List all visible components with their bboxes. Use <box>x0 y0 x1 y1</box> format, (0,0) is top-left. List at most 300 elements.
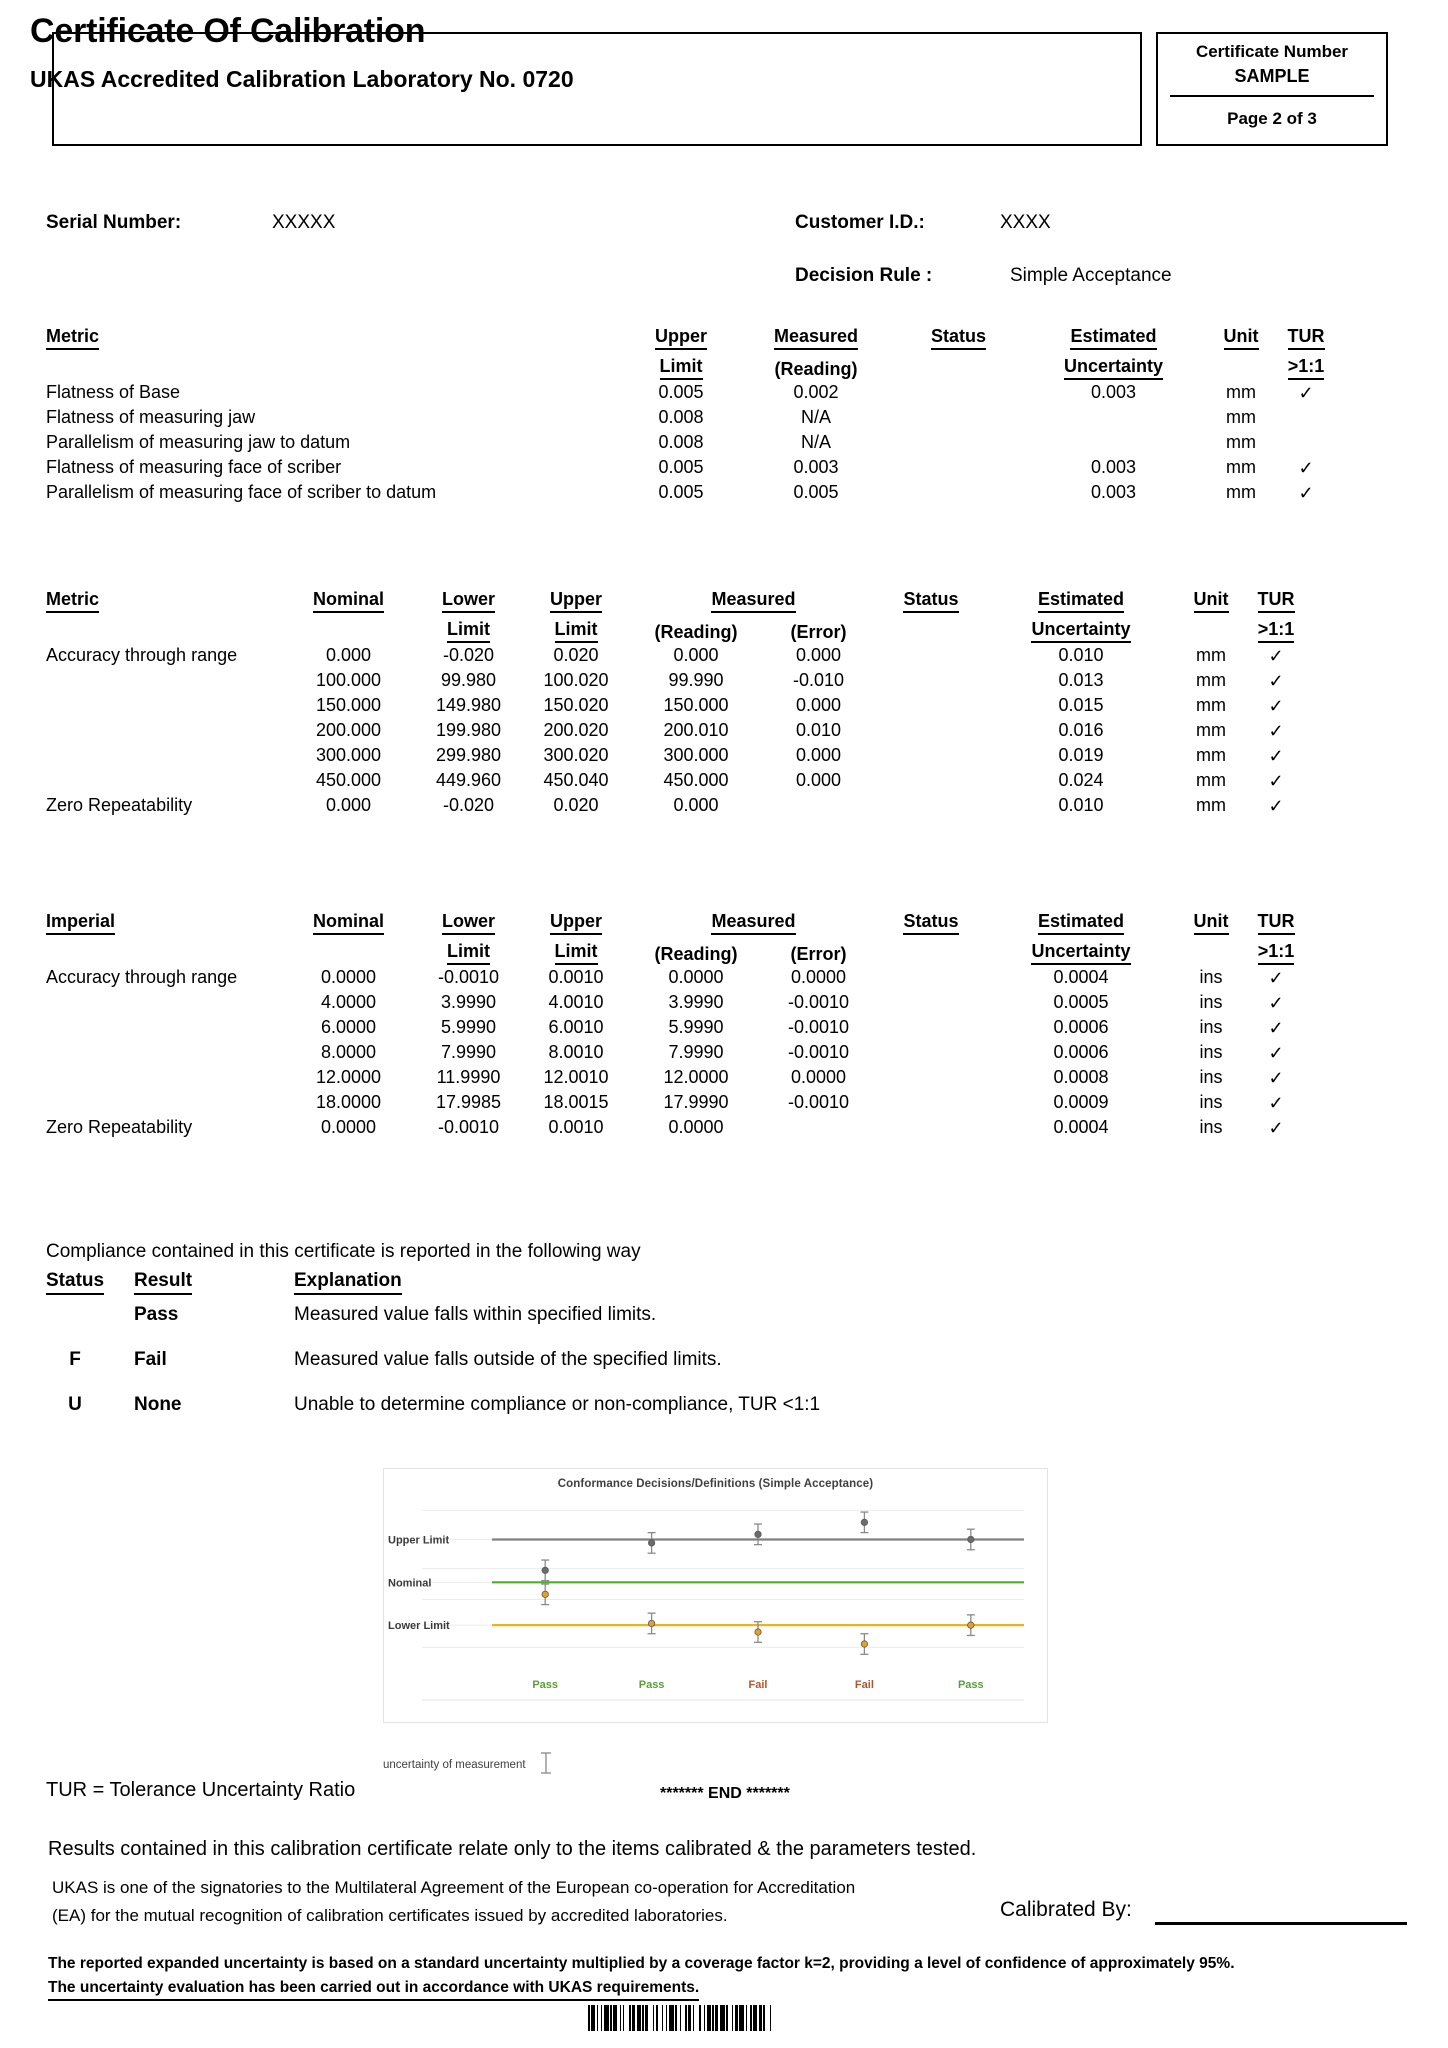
reading-cell: 150.000 <box>663 695 729 715</box>
th-tur: TUR <box>1276 320 1336 350</box>
explanation-text: Unable to determine compliance or non-compliance, TUR <1:1 <box>294 1394 821 1415</box>
th-lower: Lower <box>416 583 521 613</box>
th-lower-limit: Limit <box>416 613 521 643</box>
reading-cell: 3.9990 <box>668 992 724 1012</box>
lower-limit-cell: -0.020 <box>442 795 495 815</box>
nominal-cell: 12.0000 <box>315 1067 382 1087</box>
chart-datapoint <box>541 1584 549 1605</box>
status-cell <box>876 1015 986 1040</box>
certificate-number-value: SAMPLE <box>1234 66 1310 86</box>
tur-cell: ✓ <box>1268 1092 1284 1113</box>
th-upper: Upper <box>521 905 631 935</box>
tur-cell: ✓ <box>1268 670 1284 691</box>
chart-axis-label: Lower Limit <box>388 1620 450 1633</box>
calibrated-by-label: Calibrated By: <box>1000 1898 1132 1921</box>
error-cell: 0.000 <box>795 645 842 665</box>
status-cell <box>876 768 986 793</box>
upper-limit-cell: 0.0010 <box>548 967 604 987</box>
tur-cell: ✓ <box>1298 482 1314 503</box>
lower-limit-cell: 199.980 <box>435 720 502 740</box>
chart-datapoint <box>967 1529 975 1550</box>
th-metric: Metric <box>46 583 281 613</box>
upper-limit-cell: 450.040 <box>543 770 609 790</box>
th-status: Status <box>876 905 986 935</box>
table-row <box>46 718 1306 743</box>
uncertainty-cell <box>1021 430 1206 455</box>
barcode <box>588 2005 773 2031</box>
unit-cell: mm <box>1196 770 1226 790</box>
reading-cell: 5.9990 <box>668 1017 724 1037</box>
table-row <box>46 480 1336 505</box>
conformance-chart <box>383 1468 1048 1723</box>
upper-limit-cell: 0.0010 <box>548 1117 604 1137</box>
serial-number-value: XXXXX <box>272 212 336 233</box>
upper-limit-cell: 0.020 <box>553 795 599 815</box>
upper-limit-cell: 0.005 <box>658 482 704 502</box>
tur-cell: ✓ <box>1268 770 1284 791</box>
page-subtitle: UKAS Accredited Calibration Laboratory No. 0720 <box>30 66 574 92</box>
nominal-cell: 0.0000 <box>320 1117 377 1137</box>
table-metric-simple <box>46 320 1336 505</box>
lower-limit-cell: 5.9990 <box>440 1017 497 1037</box>
metric-cell: Accuracy through range <box>46 967 238 987</box>
customer-id-value: XXXX <box>1000 212 1051 233</box>
th-upper: Upper <box>521 583 631 613</box>
th-explanation: Explanation <box>294 1270 994 1304</box>
error-cell <box>761 1115 876 1140</box>
lower-limit-cell: 99.980 <box>440 670 497 690</box>
th-nominal: Nominal <box>281 905 416 935</box>
explanation-text: Measured value falls within specified limits. <box>294 1304 657 1325</box>
calibrated-by-signature-line[interactable] <box>1155 1922 1407 1925</box>
th-error: (Error) <box>790 944 847 964</box>
reading-cell: 0.0000 <box>668 1117 724 1137</box>
th-uncertainty: Estimated <box>986 905 1176 935</box>
status-cell <box>896 455 1021 480</box>
table-row <box>46 1015 1306 1040</box>
nominal-cell: 0.000 <box>325 645 372 665</box>
table-metric-range <box>46 583 1306 818</box>
metric-cell <box>46 1065 281 1090</box>
status-cell <box>876 1090 986 1115</box>
reading-cell: 450.000 <box>663 770 729 790</box>
table-imperial <box>46 905 1306 1140</box>
th-unit: Unit <box>1176 583 1246 613</box>
table-row <box>46 743 1306 768</box>
chart-category-label: Pass <box>532 1679 559 1691</box>
th-measured-reading: (Reading) <box>774 359 858 379</box>
uncertainty-cell: 0.015 <box>1058 695 1104 715</box>
nominal-cell: 150.000 <box>315 695 382 715</box>
status-cell <box>876 1065 986 1090</box>
error-cell: 0.000 <box>795 695 842 715</box>
metric-cell <box>46 718 281 743</box>
chart-canvas <box>384 1490 1047 1705</box>
tur-cell: ✓ <box>1268 967 1284 988</box>
chart-category-label: Pass <box>957 1679 984 1691</box>
page-indicator: Page 2 of 3 <box>1227 109 1317 128</box>
tur-cell: ✓ <box>1298 382 1314 403</box>
table-row <box>46 1115 1306 1140</box>
upper-limit-cell: 6.0010 <box>548 1017 604 1037</box>
unit-cell: mm <box>1226 432 1256 452</box>
status-cell <box>876 1115 986 1140</box>
table-row <box>46 668 1306 693</box>
uncertainty-cell <box>1021 405 1206 430</box>
reading-cell: 0.005 <box>793 482 839 502</box>
metric-cell <box>46 743 281 768</box>
th-reading: (Reading) <box>654 622 738 642</box>
reading-cell: 0.002 <box>793 382 839 402</box>
uncertainty-cell: 0.0009 <box>1053 1092 1109 1112</box>
metric-cell: Flatness of measuring jaw <box>46 407 256 427</box>
metric-cell <box>46 1040 281 1065</box>
tur-cell: ✓ <box>1268 695 1284 716</box>
lower-limit-cell: -0.0010 <box>437 1117 500 1137</box>
upper-limit-cell: 100.020 <box>543 670 609 690</box>
unit-cell: ins <box>1199 1067 1223 1087</box>
table-row <box>46 1065 1306 1090</box>
th-uncertainty: Estimated <box>1021 320 1206 350</box>
reading-cell: N/A <box>800 432 831 452</box>
list-item <box>46 1304 994 1349</box>
unit-cell: mm <box>1196 645 1226 665</box>
error-cell: 0.0000 <box>790 967 847 987</box>
uncertainty-cell: 0.013 <box>1058 670 1104 690</box>
page-title: Certificate Of Calibration <box>30 12 426 50</box>
metric-cell: Parallelism of measuring jaw to datum <box>46 432 351 452</box>
unit-cell: ins <box>1199 967 1223 987</box>
th-tur-ratio: >1:1 <box>1276 350 1336 380</box>
table-row <box>46 1040 1306 1065</box>
status-cell <box>876 718 986 743</box>
tur-cell: ✓ <box>1268 992 1284 1013</box>
nominal-cell: 18.0000 <box>315 1092 382 1112</box>
status-cell <box>876 990 986 1015</box>
status-cell <box>896 430 1021 455</box>
error-cell: -0.0010 <box>787 1042 850 1062</box>
reading-cell: 200.010 <box>663 720 729 740</box>
nominal-cell: 100.000 <box>315 670 382 690</box>
th-lower: Lower <box>416 905 521 935</box>
status-cell <box>876 965 986 990</box>
chart-datapoint <box>860 1512 868 1533</box>
metric-cell <box>46 768 281 793</box>
uncertainty-cell: 0.003 <box>1090 382 1137 402</box>
reading-cell: 0.0000 <box>668 967 724 987</box>
tur-cell: ✓ <box>1298 457 1314 478</box>
table-row <box>46 693 1306 718</box>
chart-caption-text: uncertainty of measurement <box>383 1759 526 1771</box>
th-imperial: Imperial <box>46 905 281 935</box>
th-unit: Unit <box>1206 320 1276 350</box>
th-error: (Error) <box>790 622 847 642</box>
nominal-cell: 8.0000 <box>320 1042 377 1062</box>
tur-cell: ✓ <box>1268 745 1284 766</box>
uncertainty-cell: 0.0006 <box>1053 1017 1109 1037</box>
nominal-cell: 4.0000 <box>320 992 377 1012</box>
error-cell: 0.000 <box>795 770 842 790</box>
th-measured: Measured <box>631 905 876 935</box>
compliance-legend-table <box>46 1270 994 1474</box>
th-result: Result <box>134 1270 294 1304</box>
upper-limit-cell: 200.020 <box>543 720 609 740</box>
nominal-cell: 450.000 <box>315 770 382 790</box>
error-cell: 0.010 <box>795 720 842 740</box>
list-item <box>46 1394 994 1474</box>
th-lower-limit: Limit <box>416 935 521 965</box>
th-status: Status <box>46 1270 134 1304</box>
metric-cell <box>46 1015 281 1040</box>
result-label: Pass <box>134 1304 179 1325</box>
th-upper-limit: Limit <box>626 350 736 380</box>
lower-limit-cell: 3.9990 <box>440 992 497 1012</box>
th-tur-ratio: >1:1 <box>1246 935 1306 965</box>
error-cell: 0.0000 <box>790 1067 847 1087</box>
reading-cell: 0.000 <box>673 795 719 815</box>
uncertainty-cell: 0.003 <box>1090 482 1137 502</box>
table-metric-simple-body <box>46 380 1336 505</box>
metric-cell: Accuracy through range <box>46 645 238 665</box>
lower-limit-cell: 299.980 <box>435 745 502 765</box>
end-marker: ******* END ******* <box>660 1785 790 1802</box>
th-upper: Upper <box>626 320 736 350</box>
unit-cell: ins <box>1199 1017 1223 1037</box>
uncertainty-cell: 0.010 <box>1058 795 1104 815</box>
error-cell: -0.0010 <box>787 1017 850 1037</box>
decision-rule-label: Decision Rule : <box>795 265 933 286</box>
result-label: Fail <box>134 1349 167 1370</box>
unit-cell: ins <box>1199 992 1223 1012</box>
lower-limit-cell: 449.960 <box>435 770 502 790</box>
status-cell <box>876 693 986 718</box>
metric-cell <box>46 990 281 1015</box>
metric-cell <box>46 668 281 693</box>
unit-cell: mm <box>1226 482 1256 502</box>
unit-cell: mm <box>1196 795 1226 815</box>
th-status: Status <box>876 583 986 613</box>
chart-category-label: Fail <box>748 1679 768 1691</box>
table-row <box>46 990 1306 1015</box>
status-cell <box>876 1040 986 1065</box>
metric-cell: Zero Repeatability <box>46 1117 193 1137</box>
serial-number-label: Serial Number: <box>46 212 182 233</box>
chart-datapoint <box>754 1524 762 1545</box>
th-status: Status <box>896 320 1021 350</box>
status-cell <box>896 380 1021 405</box>
error-cell: -0.010 <box>792 670 845 690</box>
th-upper-limit: Limit <box>521 613 631 643</box>
uncertainty-note-line1: The reported expanded uncertainty is based on a standard uncertainty multiplied by a coverage factor k=2, providing a level of confidence of approximately 95%. <box>48 1955 1235 1972</box>
upper-limit-cell: 4.0010 <box>548 992 604 1012</box>
upper-limit-cell: 0.008 <box>658 432 704 452</box>
chart-datapoint <box>860 1634 868 1655</box>
th-unit: Unit <box>1176 905 1246 935</box>
th-uncertainty-2: Uncertainty <box>1021 350 1206 380</box>
nominal-cell: 6.0000 <box>320 1017 377 1037</box>
tur-cell: ✓ <box>1268 720 1284 741</box>
th-measured: Measured <box>631 583 876 613</box>
metric-cell <box>46 693 281 718</box>
th-nominal: Nominal <box>281 583 416 613</box>
th-tur: TUR <box>1246 583 1306 613</box>
th-measured: Measured <box>736 320 896 350</box>
th-uncertainty-2: Uncertainty <box>986 613 1176 643</box>
uncertainty-cell: 0.003 <box>1090 457 1137 477</box>
table-row <box>46 380 1336 405</box>
table-row <box>46 793 1306 818</box>
upper-limit-cell: 150.020 <box>543 695 609 715</box>
table-row <box>46 430 1336 455</box>
uncertainty-cell: 0.024 <box>1058 770 1104 790</box>
status-cell <box>876 643 986 668</box>
metric-cell: Zero Repeatability <box>46 795 193 815</box>
th-uncertainty-2: Uncertainty <box>986 935 1176 965</box>
reading-cell: 17.9990 <box>663 1092 729 1112</box>
upper-limit-cell: 8.0010 <box>548 1042 604 1062</box>
upper-limit-cell: 0.008 <box>658 407 704 427</box>
status-cell <box>896 480 1021 505</box>
chart-category-label: Fail <box>854 1679 874 1691</box>
chart-axis-label: Upper Limit <box>388 1534 450 1547</box>
chart-datapoint <box>541 1560 549 1581</box>
unit-cell: mm <box>1226 382 1256 402</box>
decision-rule-value: Simple Acceptance <box>1010 265 1172 286</box>
reading-cell: 99.990 <box>668 670 724 690</box>
upper-limit-cell: 18.0015 <box>543 1092 609 1112</box>
error-cell <box>761 793 876 818</box>
metric-cell <box>46 1090 281 1115</box>
unit-cell: ins <box>1199 1092 1223 1112</box>
upper-limit-cell: 0.005 <box>658 457 704 477</box>
tur-cell: ✓ <box>1268 1067 1284 1088</box>
unit-cell: mm <box>1196 720 1226 740</box>
compliance-intro: Compliance contained in this certificate is reported in the following way <box>46 1241 641 1262</box>
reading-cell: 12.0000 <box>663 1067 729 1087</box>
upper-limit-cell: 0.005 <box>658 382 704 402</box>
compliance-legend-body <box>46 1304 994 1474</box>
uncertainty-note-line2: The uncertainty evaluation has been carried out in accordance with UKAS requirements. <box>48 1979 699 2001</box>
unit-cell: ins <box>1199 1042 1223 1062</box>
lower-limit-cell: 7.9990 <box>440 1042 497 1062</box>
upper-limit-cell: 12.0010 <box>543 1067 609 1087</box>
certificate-number-box <box>1156 32 1388 146</box>
tur-definition: TUR = Tolerance Uncertainty Ratio <box>46 1779 356 1801</box>
table-row <box>46 1090 1306 1115</box>
chart-datapoint <box>648 1533 656 1554</box>
chart-datapoint <box>648 1613 656 1634</box>
status-cell <box>876 668 986 693</box>
upper-limit-cell: 0.020 <box>553 645 599 665</box>
unit-cell: mm <box>1196 670 1226 690</box>
tur-cell: ✓ <box>1268 795 1284 816</box>
status-cell <box>876 743 986 768</box>
certificate-number-label: Certificate Number <box>1195 42 1349 61</box>
metric-cell: Flatness of Base <box>46 382 181 402</box>
reading-cell: N/A <box>800 407 831 427</box>
table-row <box>46 643 1306 668</box>
reading-cell: 0.000 <box>673 645 719 665</box>
upper-limit-cell: 300.020 <box>543 745 609 765</box>
th-tur-ratio: >1:1 <box>1246 613 1306 643</box>
metric-cell: Parallelism of measuring face of scriber to datum <box>46 482 437 502</box>
error-cell: 0.000 <box>795 745 842 765</box>
uncertainty-cell: 0.0005 <box>1053 992 1109 1012</box>
th-reading: (Reading) <box>654 944 738 964</box>
unit-cell: mm <box>1226 457 1256 477</box>
th-uncertainty: Estimated <box>986 583 1176 613</box>
lower-limit-cell: 149.980 <box>435 695 502 715</box>
tur-cell: ✓ <box>1268 1117 1284 1138</box>
lower-limit-cell: -0.0010 <box>437 967 500 987</box>
uncertainty-cell: 0.016 <box>1058 720 1104 740</box>
chart-category-label: Pass <box>638 1679 665 1691</box>
unit-cell: mm <box>1226 407 1256 427</box>
uncertainty-bar-icon <box>539 1750 553 1776</box>
status-badge <box>46 1304 134 1349</box>
metric-cell: Flatness of measuring face of scriber <box>46 457 342 477</box>
tur-cell: ✓ <box>1268 645 1284 666</box>
table-row <box>46 965 1306 990</box>
nominal-cell: 200.000 <box>315 720 382 740</box>
uncertainty-cell: 0.0008 <box>1053 1067 1109 1087</box>
status-badge: U <box>68 1394 82 1415</box>
nominal-cell: 0.000 <box>325 795 372 815</box>
uncertainty-cell: 0.019 <box>1058 745 1104 765</box>
certificate-box-divider <box>1170 95 1374 97</box>
tur-cell: ✓ <box>1268 1017 1284 1038</box>
uncertainty-cell: 0.0006 <box>1053 1042 1109 1062</box>
status-badge: F <box>69 1349 81 1370</box>
ukas-note-line1: UKAS is one of the signatories to the Multilateral Agreement of the European co-operation for Accreditation <box>52 1878 856 1897</box>
table-row <box>46 405 1336 430</box>
unit-cell: mm <box>1196 695 1226 715</box>
chart-caption <box>383 1750 553 1776</box>
tur-cell: ✓ <box>1268 1042 1284 1063</box>
table-row <box>46 455 1336 480</box>
table-metric-range-body <box>46 643 1306 818</box>
list-item <box>46 1349 994 1394</box>
status-cell <box>876 793 986 818</box>
table-imperial-body <box>46 965 1306 1140</box>
ukas-note-line2: (EA) for the mutual recognition of calibration certificates issued by accredited laboratories. <box>52 1906 728 1925</box>
error-cell: -0.0010 <box>787 1092 850 1112</box>
error-cell: -0.0010 <box>787 992 850 1012</box>
customer-id-label: Customer I.D.: <box>795 212 925 233</box>
chart-axis-label: Nominal <box>388 1577 432 1590</box>
reading-cell: 7.9990 <box>668 1042 724 1062</box>
result-label: None <box>134 1394 182 1415</box>
tur-cell <box>1276 430 1336 455</box>
nominal-cell: 0.0000 <box>320 967 377 987</box>
th-upper-limit: Limit <box>521 935 631 965</box>
table-row <box>46 768 1306 793</box>
unit-cell: mm <box>1196 745 1226 765</box>
results-note: Results contained in this calibration certificate relate only to the items calibrated & the parameters tested. <box>48 1838 977 1860</box>
reading-cell: 300.000 <box>663 745 729 765</box>
reading-cell: 0.003 <box>793 457 839 477</box>
explanation-text: Measured value falls outside of the specified limits. <box>294 1349 722 1370</box>
chart-title: Conformance Decisions/Definitions (Simple Acceptance) <box>557 1478 874 1490</box>
th-tur: TUR <box>1246 905 1306 935</box>
tur-cell <box>1276 405 1336 430</box>
uncertainty-cell: 0.0004 <box>1053 967 1109 987</box>
status-cell <box>896 405 1021 430</box>
lower-limit-cell: 11.9990 <box>436 1067 501 1087</box>
uncertainty-cell: 0.010 <box>1058 645 1104 665</box>
uncertainty-cell: 0.0004 <box>1053 1117 1109 1137</box>
chart-datapoint <box>967 1615 975 1636</box>
